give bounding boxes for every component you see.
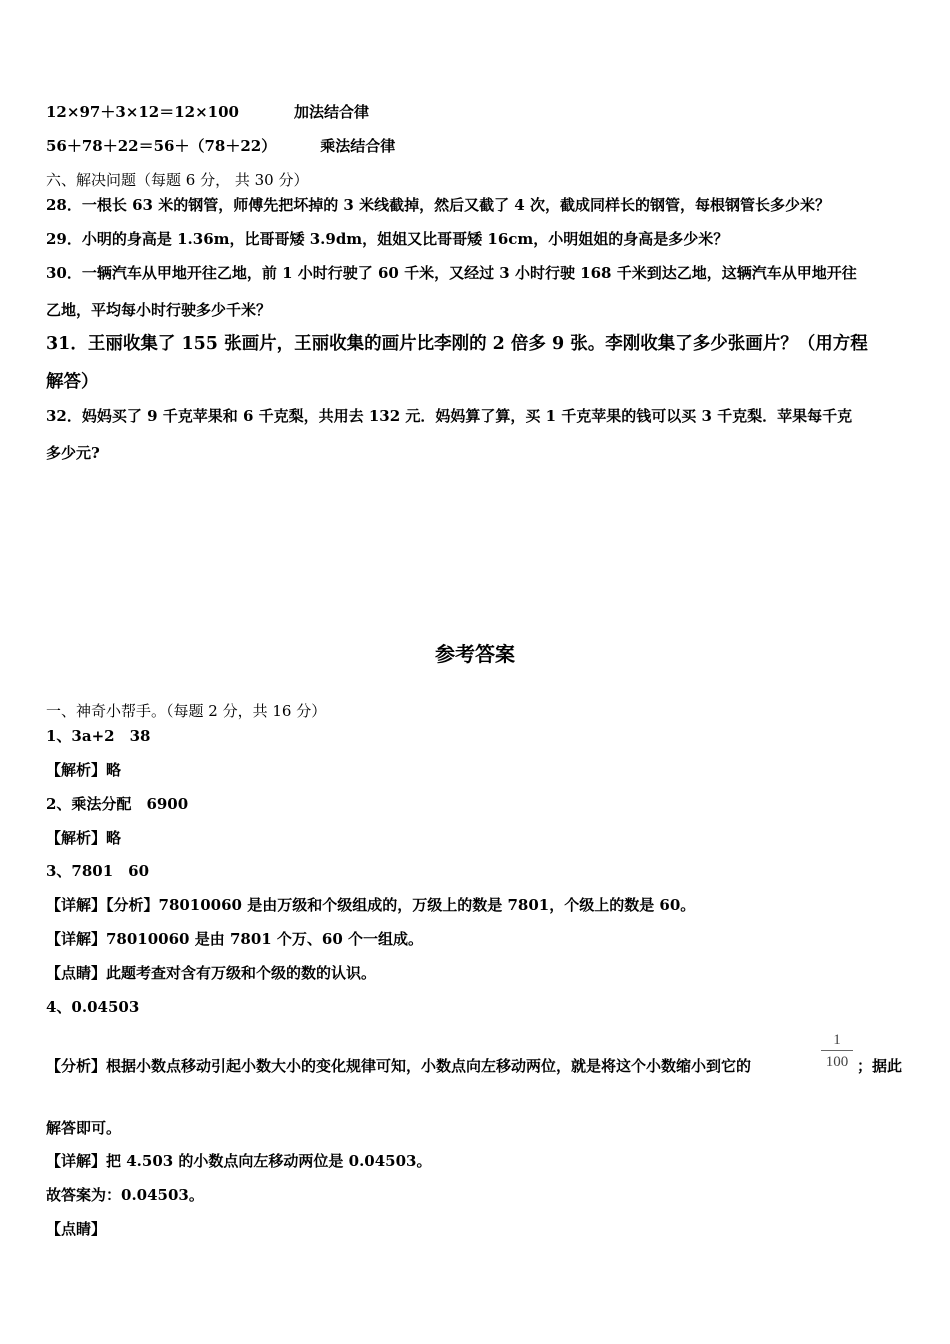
- answer-3-point: 【点睛】此题考查对含有万级和个级的数的认识。: [46, 964, 377, 982]
- answer-section-heading-1: 一、神奇小帮手。（每题 2 分，共 16 分）: [46, 702, 327, 720]
- answer-4-result: 故答案为：0.04503。: [46, 1186, 204, 1204]
- fraction-numerator: 1: [833, 1032, 841, 1048]
- answer-4-point: 【点睛】: [46, 1220, 107, 1238]
- question-29: 29．小明的身高是 1.36m，比哥哥矮 3.9dm，姐姐又比哥哥矮 16cm，小明姐姐的身高是多少米？: [46, 230, 729, 248]
- question-31-line-1: 31．王丽收集了 155 张画片，王丽收集的画片比李刚的 2 倍多 9 张。李刚收集了多少张画片？（用方程: [46, 334, 868, 354]
- answer-3: 3、7801 60: [46, 862, 150, 880]
- answer-1: 1、3a+2 38: [46, 727, 151, 745]
- answer-2: 2、乘法分配 6900: [46, 795, 189, 813]
- question-32-line-1: 32．妈妈买了 9 千克苹果和 6 千克梨，共用去 132 元．妈妈算了算，买 1 千克苹果的钱可以买 3 千克梨．苹果每千克: [46, 407, 853, 425]
- fraction-one-hundredth: [820, 1030, 854, 1073]
- law-label-1: 加法结合律: [293, 103, 369, 121]
- answer-4-detail: 【详解】把 4.503 的小数点向左移动两位是 0.04503。: [46, 1152, 432, 1170]
- answer-1-note: 【解析】略: [46, 761, 122, 779]
- answer-4: 4、0.04503: [46, 998, 140, 1016]
- question-30-line-2: 乙地，平均每小时行驶多少千米？: [46, 301, 272, 319]
- fraction-denominator: 100: [825, 1054, 849, 1070]
- question-31-line-2: 解答）: [46, 372, 99, 392]
- answer-3-detail-2: 【详解】78010060 是由 7801 个万、60 个一组成。: [46, 930, 424, 948]
- answer-title: 参考答案: [435, 642, 515, 666]
- answer-3-detail-1: 【详解】【分析】78010060 是由万级和个级组成的，万级上的数是 7801，个级上的数是 60。: [46, 896, 696, 914]
- answer-4-analysis-2: 解答即可。: [46, 1119, 122, 1137]
- equation-line-1: [46, 102, 369, 122]
- answer-2-note: 【解析】略: [46, 829, 122, 847]
- question-32-line-2: 多少元?: [46, 444, 100, 462]
- question-28: 28．一根长 63 米的钢管，师傅先把坏掉的 3 米线截掉，然后又截了 4 次，截成同样长的钢管，每根钢管长多少米？: [46, 196, 830, 214]
- equation-line-2: [46, 136, 395, 156]
- section-heading-6: 六、解决问题（每题 6 分， 共 30 分）: [46, 171, 309, 189]
- question-30-line-1: 30．一辆汽车从甲地开往乙地，前 1 小时行驶了 60 千米，又经过 3 小时行驶 168 千米到达乙地，这辆汽车从甲地开往: [46, 264, 857, 282]
- answer-4-analysis: [46, 1056, 751, 1076]
- law-label-2: 乘法结合律: [320, 137, 396, 155]
- equation-1: 12×97＋3×12＝12×100: [46, 103, 239, 121]
- equation-2: 56＋78＋22＝56＋（78＋22）: [46, 137, 277, 155]
- answer-4-analysis-text: 【分析】根据小数点移动引起小数大小的变化规律可知，小数点向左移动两位，就是将这个小数缩小到它的: [46, 1057, 752, 1075]
- answer-4-analysis-tail: ；据此: [857, 1057, 903, 1075]
